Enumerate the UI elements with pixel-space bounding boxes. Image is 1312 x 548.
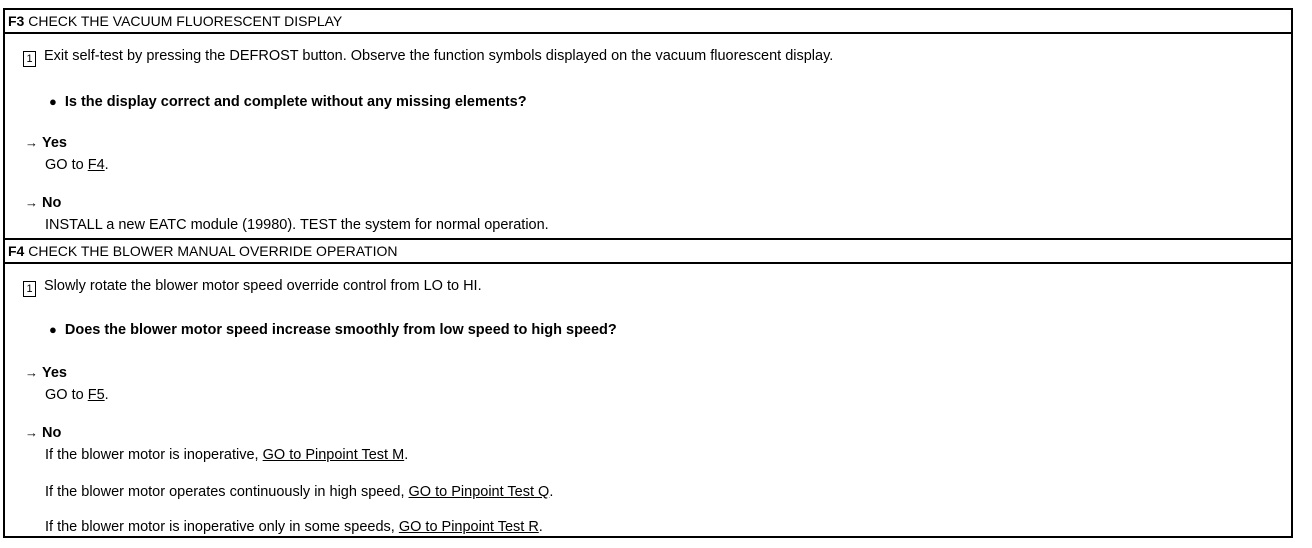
step-number-box: 1 [23,281,36,297]
f3-yes-label: → Yes [25,135,67,151]
step-number-box: 1 [23,51,36,67]
f4-no-item: If the blower motor is inoperative only in some speeds, GO to Pinpoint Test R. [45,519,543,535]
f3-title: CHECK THE VACUUM FLUORESCENT DISPLAY [28,13,343,29]
f4-no-item: If the blower motor operates continuously in high speed, GO to Pinpoint Test Q. [45,484,554,500]
right-arrow-icon: → [25,195,38,210]
goto-pinpoint-test-r-link[interactable]: GO to Pinpoint Test R [398,519,539,535]
goto-f5-link[interactable]: F5 [87,387,105,403]
diagnostic-table [3,8,1293,538]
f4-step [23,278,482,297]
goto-f4-link[interactable]: F4 [87,157,105,173]
f3-header [5,10,1291,34]
f3-no-label: → No [25,195,62,211]
f3-yes-action: GO to F4. [45,157,109,173]
right-arrow-icon: → [25,135,38,150]
bullet-icon: ● [49,94,57,109]
f4-yes-label: → Yes [25,365,67,381]
f3-id: F3 [8,13,25,29]
goto-pinpoint-test-m-link[interactable]: GO to Pinpoint Test M [262,447,405,463]
bullet-icon: ● [49,322,57,337]
f4-header [5,238,1291,264]
f4-title: CHECK THE BLOWER MANUAL OVERRIDE OPERATION [28,243,398,259]
f3-no-action: INSTALL a new EATC module (19980). TEST the system for normal operation. [45,217,549,233]
f4-no-label: → No [25,425,62,441]
f4-question: ● Does the blower motor speed increase smoothly from low speed to high speed? [49,322,617,338]
f3-step-text: Exit self-test by pressing the DEFROST button. Observe the function symbols displayed on the vacuum fluorescent display. [44,48,834,64]
f4-yes-action: GO to F5. [45,387,109,403]
f4-step-text: Slowly rotate the blower motor speed override control from LO to HI. [44,278,482,294]
right-arrow-icon: → [25,365,38,380]
f3-step [23,48,833,67]
f4-id: F4 [8,243,25,259]
f3-question: ● Is the display correct and complete without any missing elements? [49,94,527,110]
right-arrow-icon: → [25,425,38,440]
f4-no-item: If the blower motor is inoperative, GO to Pinpoint Test M. [45,447,409,463]
goto-pinpoint-test-q-link[interactable]: GO to Pinpoint Test Q [408,484,550,500]
